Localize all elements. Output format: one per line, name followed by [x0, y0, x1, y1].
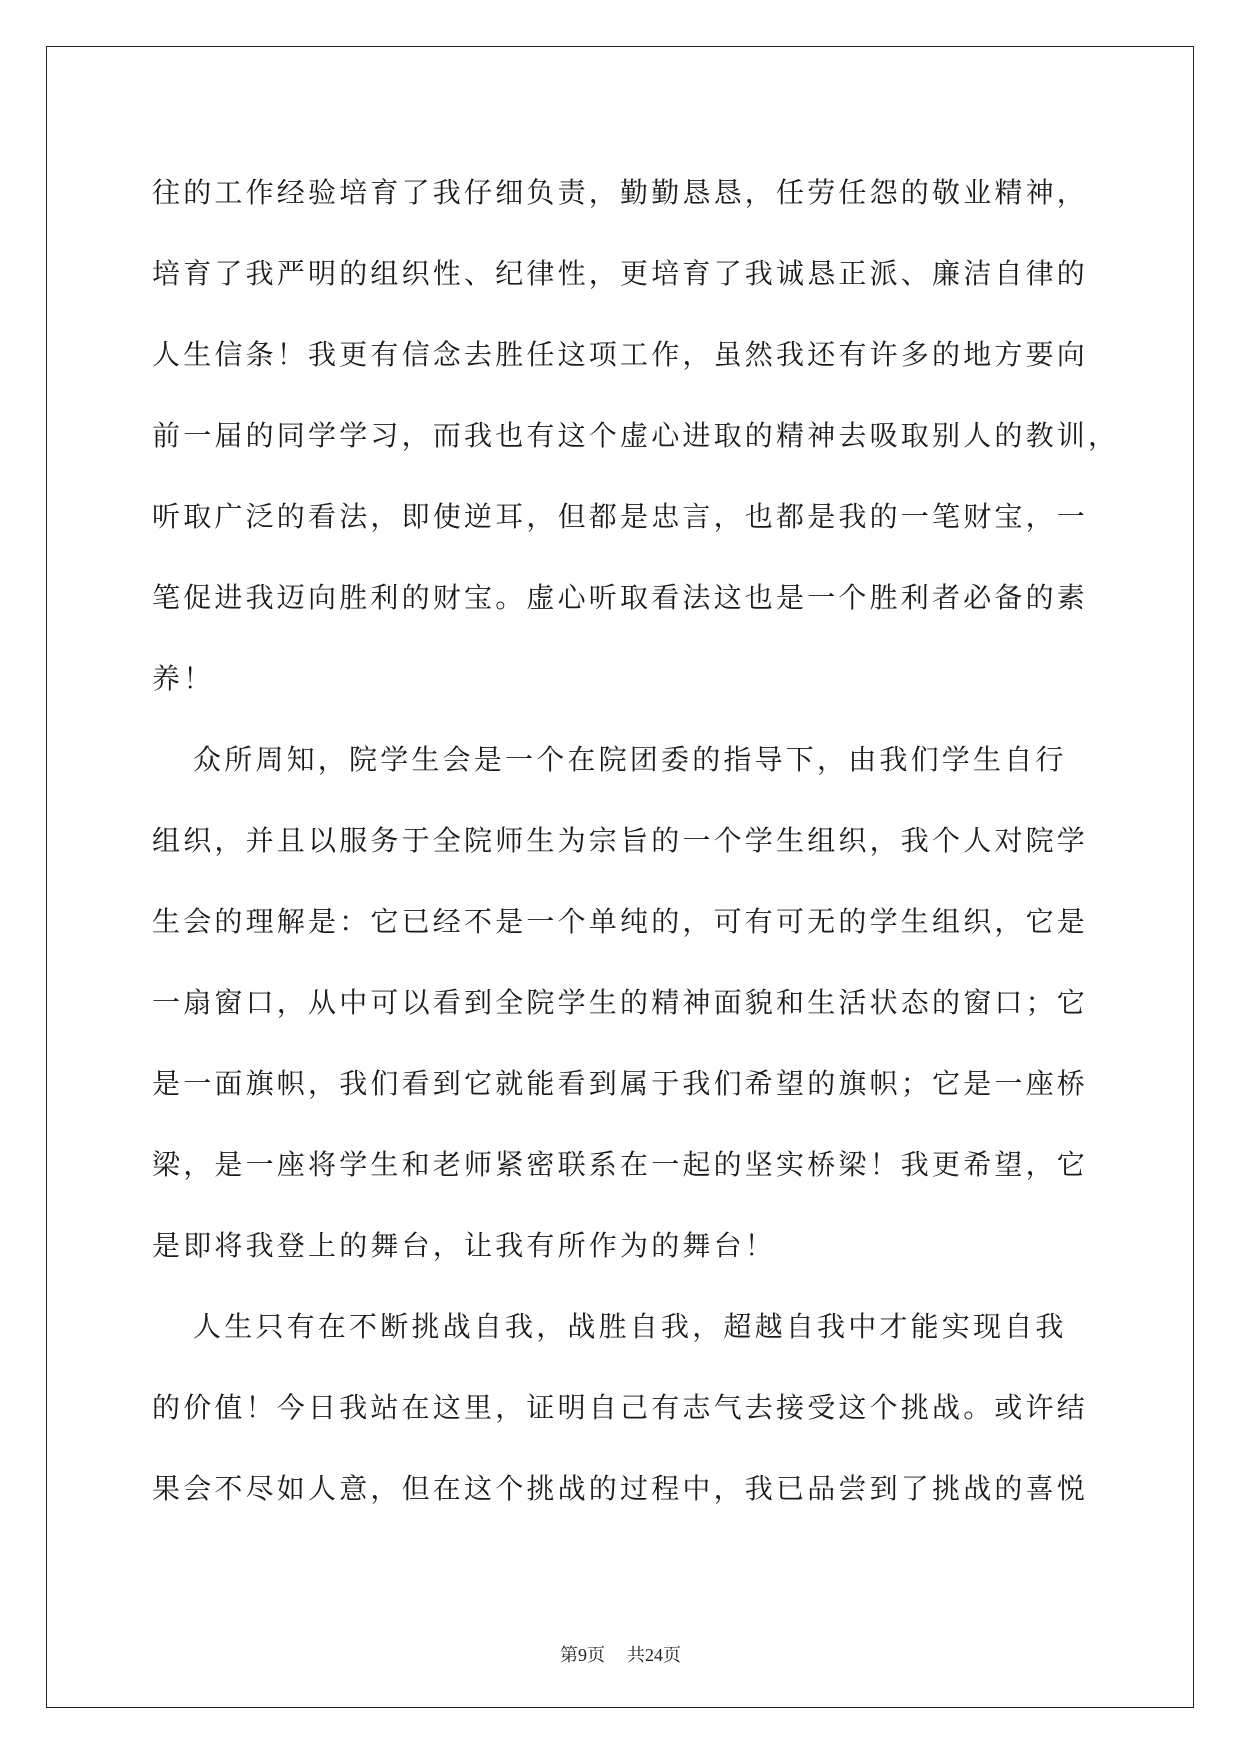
body-line: 组织，并且以服务于全院师生为宗旨的一个学生组织，我个人对院学 — [152, 824, 1089, 857]
body-line: 生会的理解是：它已经不是一个单纯的，可有可无的学生组织，它是 — [152, 905, 1089, 938]
page-footer — [0, 1641, 1241, 1669]
body-line: 众所周知，院学生会是一个在院团委的指导下，由我们学生自行 — [193, 743, 1067, 776]
body-line: 笔促进我迈向胜利的财宝。虚心听取看法这也是一个胜利者必备的素 — [152, 581, 1089, 614]
body-line: 培育了我严明的组织性、纪律性，更培育了我诚恳正派、廉洁自律的 — [152, 257, 1089, 290]
body-line: 一扇窗口，从中可以看到全院学生的精神面貌和生活状态的窗口；它 — [152, 986, 1089, 1019]
body-line: 前一届的同学学习，而我也有这个虚心进取的精神去吸取别人的教训， — [152, 419, 1120, 452]
body-line: 梁，是一座将学生和老师紧密联系在一起的坚实桥梁！我更希望，它 — [152, 1148, 1089, 1181]
page-total: 共24页 — [627, 1645, 681, 1665]
document-body — [152, 152, 1132, 1529]
body-line: 是即将我登上的舞台，让我有所作为的舞台！ — [152, 1229, 777, 1262]
body-line: 养！ — [152, 662, 215, 695]
body-line: 听取广泛的看法，即使逆耳，但都是忠言，也都是我的一笔财宝，一 — [152, 500, 1089, 533]
body-line: 的价值！今日我站在这里，证明自己有志气去接受这个挑战。或许结 — [152, 1391, 1089, 1424]
body-line: 人生信条！我更有信念去胜任这项工作，虽然我还有许多的地方要向 — [152, 338, 1089, 371]
page-number: 第9页 — [560, 1645, 605, 1665]
body-line: 人生只有在不断挑战自我，战胜自我，超越自我中才能实现自我 — [193, 1310, 1067, 1343]
body-line: 是一面旗帜，我们看到它就能看到属于我们希望的旗帜；它是一座桥 — [152, 1067, 1089, 1100]
body-line: 果会不尽如人意，但在这个挑战的过程中，我已品尝到了挑战的喜悦 — [152, 1472, 1089, 1505]
body-line: 往的工作经验培育了我仔细负责，勤勤恳恳，任劳任怨的敬业精神， — [152, 176, 1089, 209]
